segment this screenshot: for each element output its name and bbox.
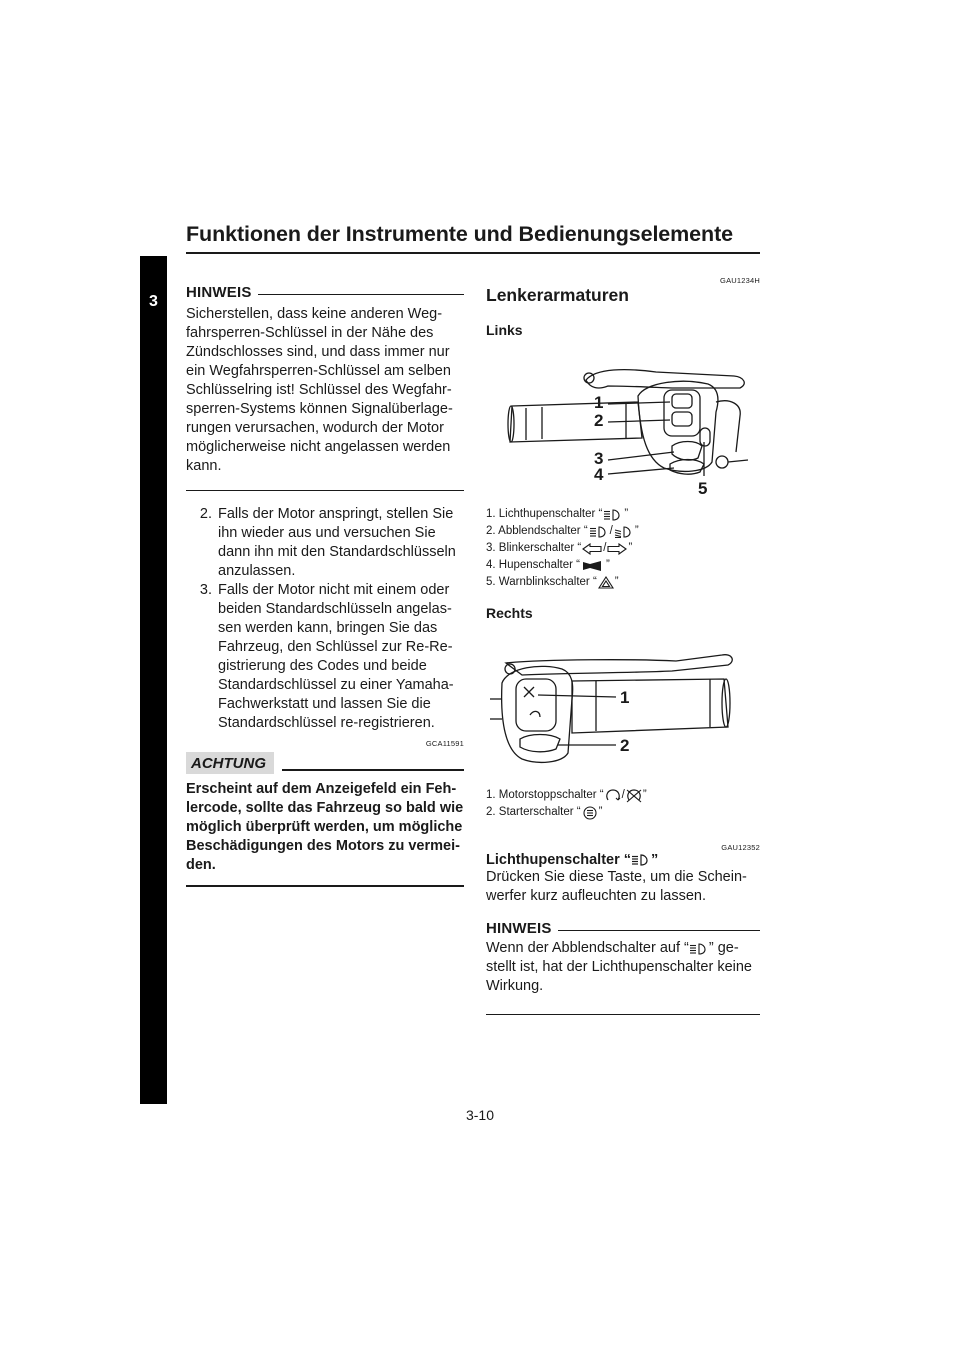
caption-separator: / bbox=[621, 789, 625, 801]
caption-item bbox=[486, 557, 760, 574]
caption-text: ” bbox=[634, 525, 639, 537]
text-line: beiden Standardschlüsseln angelas- bbox=[218, 601, 452, 617]
left-column bbox=[186, 284, 464, 887]
step-number: 3. bbox=[199, 582, 212, 598]
right-handlebar-illustration bbox=[486, 623, 760, 783]
note-heading-rule bbox=[258, 294, 464, 295]
caption-item bbox=[486, 540, 760, 557]
caution-end-rule bbox=[186, 885, 464, 887]
section-title: Lenkerarmaturen bbox=[486, 285, 629, 305]
left-handlebar-figure bbox=[486, 342, 760, 502]
links-caption-list bbox=[486, 506, 760, 591]
item-code: GAU12352 bbox=[721, 843, 760, 852]
chapter-number: 3 bbox=[149, 293, 158, 310]
text-line: rungen verursachen, wodurch der Motor bbox=[186, 420, 444, 436]
caption-text: ” bbox=[598, 806, 603, 818]
caption-separator: / bbox=[609, 525, 613, 537]
section-code: GAU1234H bbox=[720, 276, 760, 285]
step-item bbox=[186, 581, 464, 733]
text-line: sen werden kann, bringen Sie das bbox=[218, 620, 438, 636]
arrow-right-icon bbox=[607, 543, 627, 555]
text-line: stellt ist, hat der Lichthupenschalter keine bbox=[486, 959, 752, 975]
callout-label: 3 bbox=[594, 449, 604, 468]
note-heading bbox=[186, 284, 464, 301]
highbeam-icon bbox=[689, 943, 709, 955]
rechts-caption-list bbox=[486, 787, 760, 821]
note-body bbox=[486, 939, 760, 996]
caption-text: 1. Lichthupenschalter “ bbox=[486, 508, 603, 520]
note-heading bbox=[486, 920, 760, 937]
item-heading bbox=[486, 852, 760, 868]
text-line: möglicherweise nicht angelassen werden bbox=[186, 439, 451, 455]
text-line: sperren-Systems können Signalüberlage- bbox=[186, 401, 453, 417]
text-line: lercode, sollte das Fahrzeug so bald wie bbox=[186, 800, 464, 816]
rechts-heading: Rechts bbox=[486, 605, 533, 621]
note-heading-rule bbox=[558, 930, 760, 931]
highbeam-icon bbox=[603, 509, 623, 521]
text-line: Standardschlüssel zu einer Yamaha- bbox=[218, 677, 454, 693]
caption-text: ” bbox=[628, 542, 633, 554]
step-text bbox=[218, 505, 464, 581]
caption-item bbox=[486, 804, 760, 821]
caption-text: 4. Hupenschalter “ bbox=[486, 559, 580, 571]
text-line: anzulassen. bbox=[218, 563, 296, 579]
lowbeam-icon bbox=[614, 526, 634, 538]
caution-code: GCA11591 bbox=[425, 739, 464, 748]
text-line: Standardschlüssel re-registrieren. bbox=[218, 715, 435, 731]
text-line: Fachwerkstatt und lassen Sie die bbox=[218, 696, 431, 712]
callout-label: 4 bbox=[594, 465, 604, 484]
note-heading-label: HINWEIS bbox=[486, 920, 552, 937]
left-handlebar-illustration bbox=[486, 342, 760, 502]
page-title: Funktionen der Instrumente und Bedienungselemente bbox=[186, 222, 733, 246]
step-list bbox=[186, 505, 464, 733]
caption-item bbox=[486, 523, 760, 540]
note-body bbox=[186, 305, 464, 476]
text-line: Falls der Motor nicht mit einem oder bbox=[218, 582, 450, 598]
caption-text: 3. Blinkerschalter “ bbox=[486, 542, 582, 554]
text-line: ihn wieder aus und versuchen Sie bbox=[218, 525, 436, 541]
arrow-left-icon bbox=[582, 543, 602, 555]
note-end-rule bbox=[486, 1014, 760, 1015]
text-line: Drücken Sie diese Taste, um die Schein- bbox=[486, 869, 747, 885]
chapter-tab bbox=[140, 256, 167, 1104]
note-text: ” ge- bbox=[708, 940, 739, 956]
starter-icon bbox=[582, 806, 598, 820]
callout-label: 1 bbox=[620, 688, 630, 707]
text-line: Schlüsselring ist! Schlüssel des Wegfahr- bbox=[186, 382, 452, 398]
hazard-icon bbox=[598, 576, 614, 589]
caption-text: 5. Warnblinkschalter “ bbox=[486, 576, 597, 588]
caution-heading-rule bbox=[282, 769, 464, 771]
item-body bbox=[486, 868, 760, 906]
callout-label: 2 bbox=[594, 411, 604, 430]
item-heading-text: Lichthupenschalter “ bbox=[486, 852, 632, 868]
caption-text: 2. Starterschalter “ bbox=[486, 806, 581, 818]
engine-stop-icon bbox=[626, 789, 642, 803]
caption-item bbox=[486, 574, 760, 591]
text-line: möglich überprüft werden, um mögliche bbox=[186, 819, 463, 835]
step-item bbox=[186, 505, 464, 581]
note-heading-label: HINWEIS bbox=[186, 284, 252, 301]
text-line: den. bbox=[186, 857, 216, 873]
text-line: gistrierung des Codes und beide bbox=[218, 658, 427, 674]
text-line: Erscheint auf dem Anzeigefeld ein Feh- bbox=[186, 781, 457, 797]
text-line: werfer kurz aufleuchten zu lassen. bbox=[486, 888, 707, 904]
callout-label: 5 bbox=[698, 479, 708, 498]
highbeam-icon bbox=[589, 526, 609, 538]
text-line bbox=[486, 939, 760, 958]
caption-item bbox=[486, 787, 760, 804]
horn-icon bbox=[581, 560, 605, 572]
text-line: fahrsperren-Schlüssel in der Nähe des bbox=[186, 325, 434, 341]
item-heading-text: ” bbox=[651, 852, 659, 868]
text-line: Zündschlosses sind, und dass immer nur bbox=[186, 344, 450, 360]
right-column bbox=[486, 276, 760, 1015]
note-text: Wenn der Abblendschalter auf “ bbox=[486, 940, 689, 956]
title-rule bbox=[186, 252, 760, 254]
text-line: Wirkung. bbox=[486, 978, 544, 994]
page-number: 3-10 bbox=[465, 1107, 495, 1123]
text-line: Fahrzeug, den Schlüssel zur Re-Re- bbox=[218, 639, 453, 655]
caption-text: 2. Abblendschalter “ bbox=[486, 525, 588, 537]
text-line: Falls der Motor anspringt, stellen Sie bbox=[218, 506, 454, 522]
caption-text: ” bbox=[614, 576, 619, 588]
caption-separator: / bbox=[603, 542, 607, 554]
step-text bbox=[218, 581, 464, 733]
caption-text: 1. Motorstoppschalter “ bbox=[486, 789, 604, 801]
caption-text: ” bbox=[624, 508, 629, 520]
step-number: 2. bbox=[199, 506, 212, 522]
text-line: ein Wegfahrsperren-Schlüssel am selben bbox=[186, 363, 451, 379]
callout-label: 1 bbox=[594, 393, 604, 412]
caution-heading bbox=[186, 752, 464, 774]
engine-run-icon bbox=[605, 789, 621, 803]
text-line: dann ihn mit den Standardschlüsseln bbox=[218, 544, 456, 560]
text-line: Sicherstellen, dass keine anderen Weg- bbox=[186, 306, 443, 322]
right-handlebar-figure bbox=[486, 623, 760, 783]
caption-item bbox=[486, 506, 760, 523]
caption-text: ” bbox=[605, 559, 610, 571]
note-end-rule bbox=[186, 490, 464, 491]
text-line: Beschädigungen des Motors zu vermei- bbox=[186, 838, 460, 854]
caution-body bbox=[186, 780, 464, 875]
caption-text: ” bbox=[642, 789, 647, 801]
text-line: kann. bbox=[186, 458, 222, 474]
highbeam-icon bbox=[631, 854, 651, 866]
links-heading: Links bbox=[486, 322, 523, 338]
callout-label: 2 bbox=[620, 736, 630, 755]
caution-label: ACHTUNG bbox=[186, 752, 274, 774]
